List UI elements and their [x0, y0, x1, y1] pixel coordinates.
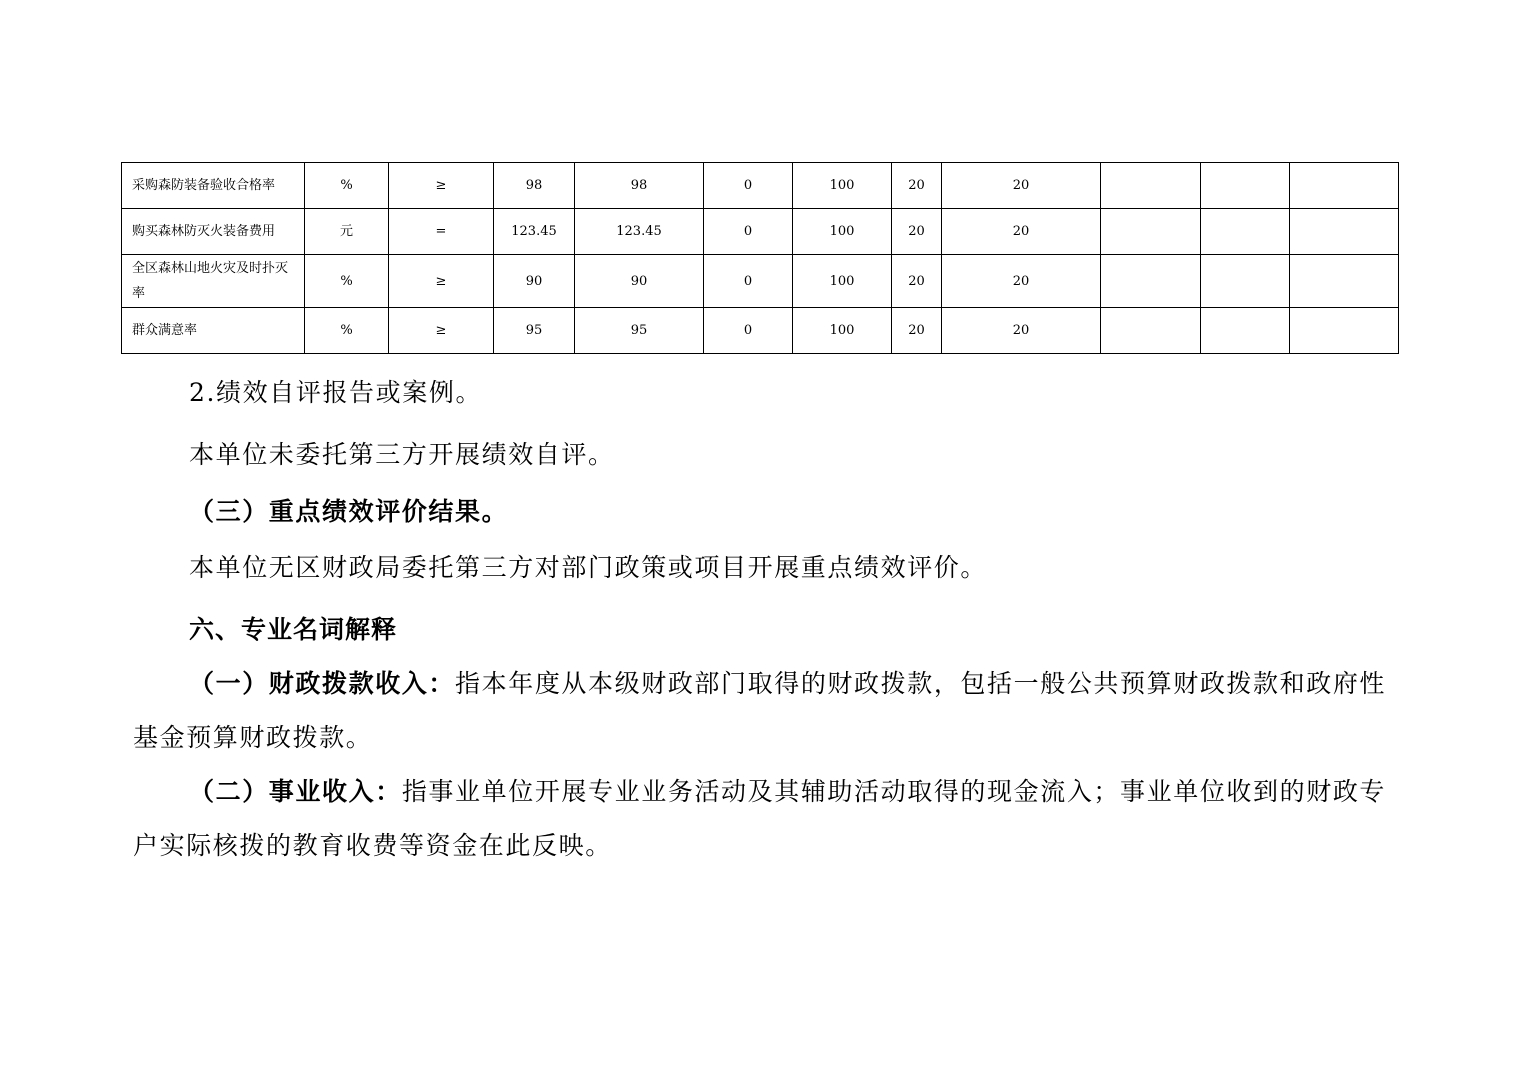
value-cell: 100 — [793, 163, 892, 209]
empty-cell — [1290, 209, 1399, 255]
unit-cell: % — [305, 255, 389, 308]
empty-cell — [1201, 163, 1290, 209]
value-cell: 20 — [942, 255, 1101, 308]
value-cell: 20 — [892, 163, 942, 209]
target-cell: 90 — [494, 255, 575, 308]
unit-cell: 元 — [305, 209, 389, 255]
value-cell: 20 — [892, 308, 942, 354]
empty-cell — [1201, 209, 1290, 255]
value-cell: 0 — [704, 209, 793, 255]
definition-business-income — [133, 765, 1398, 873]
empty-cell — [1101, 255, 1201, 308]
target-cell: 95 — [494, 308, 575, 354]
value-cell: 100 — [793, 308, 892, 354]
section-item-self-evaluation-report: 2.绩效自评报告或案例。 — [189, 378, 483, 407]
value-cell: 20 — [892, 209, 942, 255]
empty-cell — [1101, 209, 1201, 255]
empty-cell — [1201, 255, 1290, 308]
operator-cell: ≥ — [389, 255, 494, 308]
value-cell: 20 — [942, 308, 1101, 354]
empty-cell — [1101, 163, 1201, 209]
definition-fiscal-appropriation — [133, 657, 1398, 765]
table-row — [122, 163, 1399, 209]
empty-cell — [1201, 308, 1290, 354]
table-row — [122, 255, 1399, 308]
empty-cell — [1101, 308, 1201, 354]
value-cell: 20 — [942, 209, 1101, 255]
empty-cell — [1290, 308, 1399, 354]
unit-cell: % — [305, 308, 389, 354]
performance-indicator-table — [121, 162, 1399, 354]
indicator-name: 购买森林防灭火装备费用 — [122, 209, 305, 255]
value-cell: 100 — [793, 209, 892, 255]
empty-cell — [1290, 163, 1399, 209]
target-cell: 123.45 — [494, 209, 575, 255]
operator-cell: = — [389, 209, 494, 255]
value-cell: 20 — [892, 255, 942, 308]
value-cell: 20 — [942, 163, 1101, 209]
actual-cell: 98 — [575, 163, 704, 209]
value-cell: 0 — [704, 308, 793, 354]
section-heading-terms: 六、专业名词解释 — [189, 615, 398, 644]
subheading-key-evaluation: （三）重点绩效评价结果。 — [189, 497, 509, 526]
value-cell: 0 — [704, 163, 793, 209]
unit-cell: % — [305, 163, 389, 209]
table-row — [122, 308, 1399, 354]
table-row — [122, 209, 1399, 255]
empty-cell — [1290, 255, 1399, 308]
actual-cell: 123.45 — [575, 209, 704, 255]
operator-cell: ≥ — [389, 163, 494, 209]
indicator-name: 采购森防装备验收合格率 — [122, 163, 305, 209]
paragraph-no-third-party: 本单位未委托第三方开展绩效自评。 — [189, 440, 615, 469]
value-cell: 0 — [704, 255, 793, 308]
indicator-name: 群众满意率 — [122, 308, 305, 354]
indicator-name: 全区森林山地火灾及时扑灭率 — [122, 255, 305, 308]
value-cell: 100 — [793, 255, 892, 308]
operator-cell: ≥ — [389, 308, 494, 354]
definition-term: （二）事业收入： — [189, 777, 402, 806]
actual-cell: 90 — [575, 255, 704, 308]
definition-term: （一）财政拨款收入： — [189, 669, 456, 698]
definition-text: 指事业单位开展专业业务活动及其辅助活动取得的现金流入；事业单位收到的财政专户实际核拨的教育收费等资金在此反映。 — [133, 777, 1387, 860]
definition-text: 指本年度从本级财政部门取得的财政拨款，包括一般公共预算财政拨款和政府性基金预算财政拨款。 — [133, 669, 1387, 752]
paragraph-no-key-evaluation: 本单位无区财政局委托第三方对部门政策或项目开展重点绩效评价。 — [189, 553, 988, 582]
actual-cell: 95 — [575, 308, 704, 354]
target-cell: 98 — [494, 163, 575, 209]
